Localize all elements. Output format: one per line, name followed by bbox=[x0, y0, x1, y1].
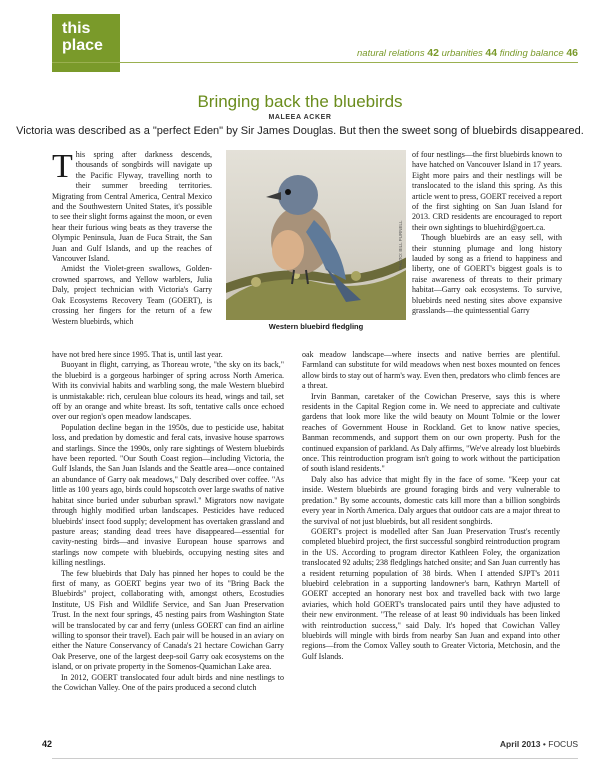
page-number: 42 bbox=[42, 739, 53, 749]
paragraph: Irvin Banman, caretaker of the Cowichan Preserve, says this is where residents in the Capital Region come in. We need to appreciate and cultivate gardens that look more like the wild beauty on Mount Tolmie or the lower reaches of Government House in Rockland. Get to know native species, Banman recommends, and support them on our own property. Push for the continued expansion of parkland. As Daly affirms, "We've already lost bluebirds once. This reintroduction program isn't going to work without the participation of south island residents." bbox=[302, 391, 560, 474]
column-left-upper bbox=[52, 150, 212, 327]
photo-credit: PHOTO: BILL PURNELL bbox=[398, 220, 403, 270]
paragraph: Amidst the Violet-green swallows, Golden-crowned sparrows, and Yellow warblers, Julia Daly, project technician with Victoria's Garry Oak Ecosystems Recovery Team (GOERT), is crossing her fingers for the return of a few Western bluebirds, which bbox=[52, 264, 212, 326]
article-headline: Bringing back the bluebirds bbox=[197, 92, 403, 111]
section-link-finding-balance[interactable]: finding balance 46 bbox=[499, 47, 578, 59]
article-deck: Victoria was described as a "perfect Eden" by Sir James Douglas. But then the sweet song of bluebirds disappeared. bbox=[16, 125, 584, 137]
article-byline: MALEEA ACKER bbox=[268, 114, 332, 121]
paragraph: Buoyant in flight, carrying, as Thoreau wrote, "the sky on its back," the bluebird is a gorgeous harbinger of spring across North America. With its convivial habits and warbling song, the male Western bluebird is unmistakable: rich, cerulean blue colours its head, wings and tail, set off by an orange and white breast. Its soft, tentative calls once echoed over our region's open meadow landscapes. bbox=[52, 360, 284, 422]
issue-info: April 2013 • FOCUS bbox=[499, 739, 578, 749]
footer-rule bbox=[52, 758, 578, 759]
paragraph: This spring after darkness descends, thousands of songbirds will navigate up the Pacific Flyway, travelling north to their summer breeding territories. Migrating from Central America, Central Mexico and the Southwestern United States, it's possible to see their slight forms against the moon, or even hear their furious wing beats as they traverse the Olympic Peninsula, Juan de Fuca Strait, the San Juan and Gulf Islands, and up the reaches of Vancouver Island. bbox=[52, 150, 212, 264]
bluebird-photo bbox=[226, 150, 406, 320]
column-left-lower bbox=[52, 350, 284, 738]
header-rule bbox=[52, 62, 578, 63]
section-navigation bbox=[357, 47, 578, 59]
section-tab bbox=[52, 14, 120, 72]
paragraph: In 2012, GOERT translocated four adult birds and nine nestlings to the Cowichan Valley. One of the pairs produced a second clutch bbox=[52, 672, 284, 692]
paragraph: oak meadow landscape—where insects and native berries are plentiful. Farmland can substitute for wild meadows when nest boxes mounted on fences allow birds to stay out of harm's way. Even then, predators who climb fences are a threat. bbox=[302, 350, 560, 391]
column-right-upper bbox=[412, 150, 562, 350]
paragraph: GOERT's project is modelled after San Juan Preservation Trust's recently completed bluebird project, the first successful songbird reintroduction program in the US. According to program director Kathleen Foley, the organization translocated 92 adults; 238 fledglings hatched onsite; and San Juan currently has a resident returning population of 38 birds. When I attended SJPT's 2011 bluebird celebration in a supporting landowner's barn, Kathryn Martell of GOERT accepted an honorary nest box and travelled back with two large aviaries, which hold GOERT's translocated pairs until they have adjusted to their new environment. "The release of at least 90 individuals has been linked with reintroduction success," said Daly. It's hoped that Cowichan Valley bluebirds will mingle with birds from nearby San Juan and expand into other regions—from the Comox Valley south to Greater Victoria, Metchosin, and the Gulf Islands. bbox=[302, 526, 560, 661]
paragraph: Daly also has advice that might fly in the face of some. "Keep your cat inside. Western bluebirds are ground foraging birds and very vulnerable to predation." By some accounts, domestic cats kill more than a billion songbirds every year in North America. Daly argues that outdoor cats are a major threat to the survival of not just bluebirds, but all resident songbirds. bbox=[302, 474, 560, 526]
section-link-natural-relations[interactable]: natural relations 42 bbox=[357, 47, 439, 59]
photo-caption: Western bluebird fledgling bbox=[268, 322, 364, 331]
paragraph: Though bluebirds are an easy sell, with their stunning plumage and long history lauded by song as a friend to happiness and liberty, one of GOERT's biggest goals is to raise awareness of threats to their primary habitat—Garry oak ecosystems. To survive, bluebirds need nesting sites above expansive grasslands—the quintessential Garry bbox=[412, 233, 562, 316]
section-link-urbanities[interactable]: urbanities 44 bbox=[441, 47, 498, 59]
paragraph: of four nestlings—the first bluebirds known to have hatched on Vancouver Island in 17 years. Eight more pairs and their nestlings will be translocated to the island this spring. As this article went to press, GOERT received a report of the first sighting on San Juan Island for 2013. CRD residents are encouraged to report their own sightings to bluehird@goert.ca. bbox=[412, 150, 562, 232]
paragraph: have not bred here since 1995. That is, until last year. bbox=[52, 350, 223, 359]
paragraph: Population decline began in the 1950s, due to pesticide use, habitat loss, and predation by domestic and feral cats, invasive house sparrows and starlings. Since the 1990s, only rare sightings of Western bluebirds have been reported. "Our South Coast region—including Victoria, the Gulf Islands, the San Juan Islands and the Seattle area—once contained an abundance of Garry oak meadows," Daly described over coffee. "As little as 100 years ago, birds could hopscotch over large swaths of native habitat since buried under suburban sprawl." Migrators now navigate through highly modified urban landscapes. Pesticides have reduced bluebirds' insect food supply; development has overtaken grassland and pasture areas; standing dead trees have disappeared—essential for cavity-nesting birds—and invasive European house sparrows and starlings now compete with bluebirds, occupying nesting sites and killing nestlings. bbox=[52, 422, 284, 568]
paragraph: The few bluebirds that Daly has pinned her hopes to could be the first of many, as GOERT begins year two of its "Bring Back the Bluebirds" project, collaborating with, amongst others, Ecostudies Institute, US Fish and Wildlife Service, and San Juan Preservation Trust. In the next four springs, 45 nesting pairs from Washington State will be translocated by car and ferry (unless GOERT can find an airline willing to sponsor their travel). Each pair will be housed in an aviary on either the Nature Conservancy of Canada's 21 hectare Cowichan Garry Oak Preserve, one of the largest deep-soil Garry oak ecosystems on the island, or on private property in the Somenos-Quamichan Lake area. bbox=[52, 568, 284, 672]
bluebird-illustration bbox=[226, 150, 406, 320]
drop-cap: T bbox=[52, 150, 73, 185]
column-right-lower bbox=[302, 350, 560, 738]
section-tab-line1: this bbox=[62, 20, 91, 37]
section-tab-line2: place bbox=[62, 37, 103, 54]
